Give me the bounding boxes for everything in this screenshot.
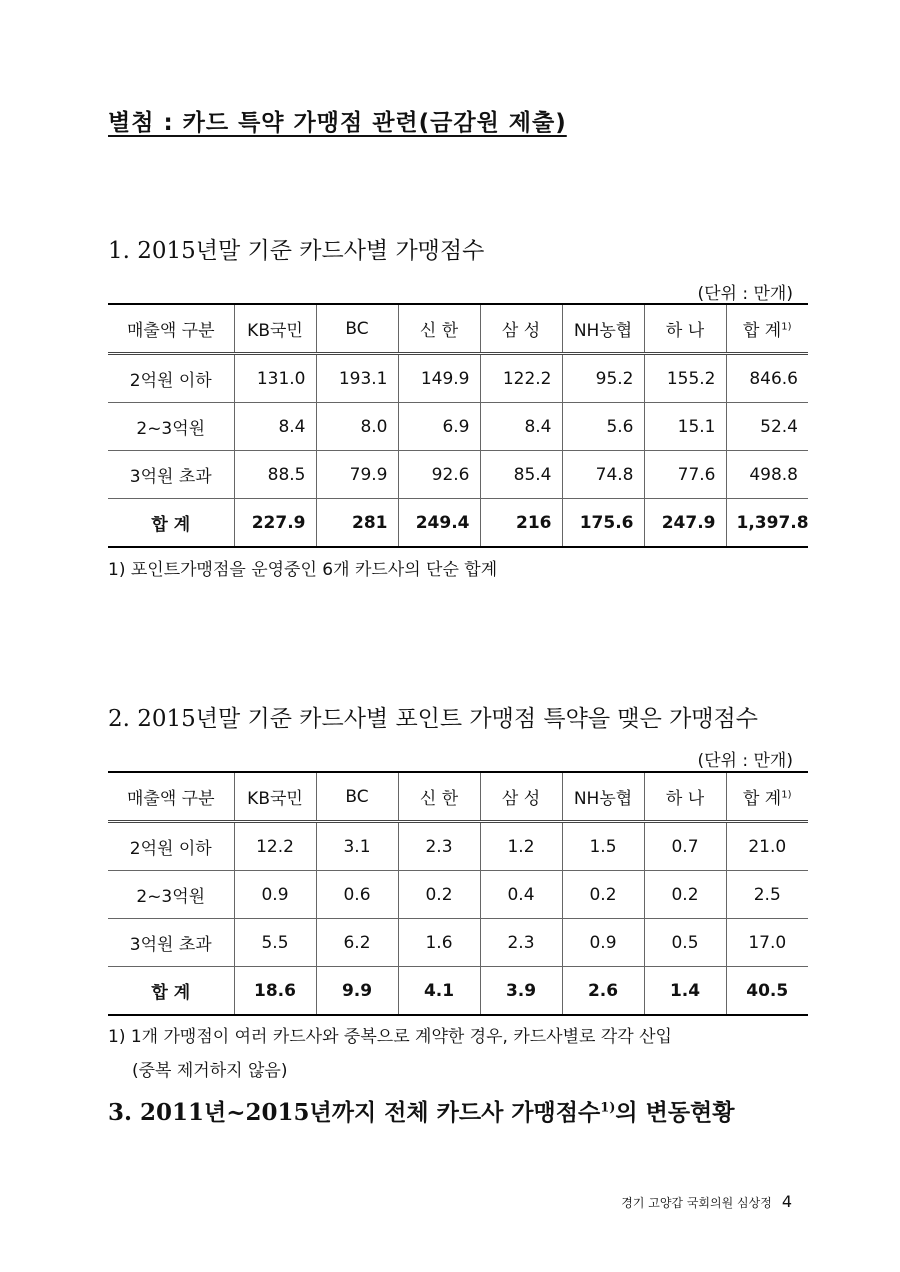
table-cell: 12.2 bbox=[234, 822, 316, 871]
column-header: BC bbox=[316, 304, 398, 354]
table-header-row bbox=[108, 304, 808, 354]
page-footer bbox=[621, 1192, 792, 1211]
section2-footnote-line2: (중복 제거하지 않음) bbox=[132, 1061, 288, 1081]
row-label: 2억원 이하 bbox=[108, 354, 234, 403]
section3-title bbox=[108, 1094, 735, 1127]
table-cell: 0.6 bbox=[316, 871, 398, 919]
total-cell: 4.1 bbox=[398, 967, 480, 1016]
total-row bbox=[108, 967, 808, 1016]
total-cell: 216 bbox=[480, 499, 562, 548]
table-cell: 2.3 bbox=[480, 919, 562, 967]
column-header-label: 합 계 bbox=[742, 321, 782, 341]
column-header: 삼 성 bbox=[480, 304, 562, 354]
table-cell: 5.5 bbox=[234, 919, 316, 967]
table-cell: 0.5 bbox=[644, 919, 726, 967]
table-cell: 193.1 bbox=[316, 354, 398, 403]
table-cell: 1.2 bbox=[480, 822, 562, 871]
section1-unit: (단위 : 만개) bbox=[697, 284, 793, 304]
total-cell: 2.6 bbox=[562, 967, 644, 1016]
column-header: 하 나 bbox=[644, 304, 726, 354]
table-row bbox=[108, 451, 808, 499]
total-cell: 247.9 bbox=[644, 499, 726, 548]
column-header: 신 한 bbox=[398, 772, 480, 822]
row-label: 2~3억원 bbox=[108, 403, 234, 451]
table-cell: 17.0 bbox=[726, 919, 808, 967]
total-cell: 249.4 bbox=[398, 499, 480, 548]
table-cell: 846.6 bbox=[726, 354, 808, 403]
table-cell: 0.4 bbox=[480, 871, 562, 919]
table-row bbox=[108, 919, 808, 967]
table-cell: 1.5 bbox=[562, 822, 644, 871]
footer-author: 경기 고양갑 국회의원 심상정 bbox=[621, 1196, 772, 1210]
total-cell: 40.5 bbox=[726, 967, 808, 1016]
column-header: 삼 성 bbox=[480, 772, 562, 822]
section2-table bbox=[108, 771, 808, 1016]
table-cell: 95.2 bbox=[562, 354, 644, 403]
total-label: 합 계 bbox=[108, 499, 234, 548]
row-label: 3억원 초과 bbox=[108, 451, 234, 499]
footnote-marker: 1) bbox=[600, 1100, 616, 1116]
table-header-row bbox=[108, 772, 808, 822]
table-cell: 52.4 bbox=[726, 403, 808, 451]
footnote-marker: 1) bbox=[781, 789, 792, 801]
row-label: 3억원 초과 bbox=[108, 919, 234, 967]
column-header-total bbox=[726, 772, 808, 822]
table-row bbox=[108, 871, 808, 919]
table-row bbox=[108, 822, 808, 871]
section1-title: 1. 2015년말 기준 카드사별 가맹점수 bbox=[108, 238, 485, 264]
section1-footnote: 1) 포인트가맹점을 운영중인 6개 카드사의 단순 합계 bbox=[108, 560, 498, 580]
table-cell: 8.0 bbox=[316, 403, 398, 451]
table-cell: 2.3 bbox=[398, 822, 480, 871]
table-cell: 21.0 bbox=[726, 822, 808, 871]
table-cell: 0.9 bbox=[562, 919, 644, 967]
total-cell: 18.6 bbox=[234, 967, 316, 1016]
table-cell: 85.4 bbox=[480, 451, 562, 499]
table-cell: 0.2 bbox=[398, 871, 480, 919]
section2-title: 2. 2015년말 기준 카드사별 포인트 가맹점 특약을 맺은 가맹점수 bbox=[108, 706, 758, 732]
column-header-total bbox=[726, 304, 808, 354]
section3-title-main: 3. 2011년~2015년까지 전체 카드사 가맹점수 bbox=[108, 1099, 601, 1126]
table-cell: 6.9 bbox=[398, 403, 480, 451]
section1-table bbox=[108, 303, 808, 548]
total-cell: 3.9 bbox=[480, 967, 562, 1016]
section2-unit: (단위 : 만개) bbox=[697, 751, 793, 771]
table-cell: 92.6 bbox=[398, 451, 480, 499]
column-header: 신 한 bbox=[398, 304, 480, 354]
table-cell: 3.1 bbox=[316, 822, 398, 871]
column-header: 하 나 bbox=[644, 772, 726, 822]
total-cell: 1.4 bbox=[644, 967, 726, 1016]
column-header-label: 합 계 bbox=[742, 789, 782, 809]
total-row bbox=[108, 499, 808, 548]
total-cell: 281 bbox=[316, 499, 398, 548]
column-header: KB국민 bbox=[234, 304, 316, 354]
total-cell: 227.9 bbox=[234, 499, 316, 548]
table-cell: 0.2 bbox=[562, 871, 644, 919]
column-header: NH농협 bbox=[562, 772, 644, 822]
table-cell: 155.2 bbox=[644, 354, 726, 403]
table-cell: 77.6 bbox=[644, 451, 726, 499]
column-header: 매출액 구분 bbox=[108, 304, 234, 354]
total-label: 합 계 bbox=[108, 967, 234, 1016]
page-number: 4 bbox=[781, 1192, 792, 1211]
footnote-marker: 1) bbox=[781, 321, 792, 333]
total-cell: 1,397.8 bbox=[726, 499, 808, 548]
table-cell: 149.9 bbox=[398, 354, 480, 403]
table-cell: 8.4 bbox=[480, 403, 562, 451]
column-header: 매출액 구분 bbox=[108, 772, 234, 822]
section2-footnote-line1: 1) 1개 가맹점이 여러 카드사와 중복으로 계약한 경우, 카드사별로 각각 산입 bbox=[108, 1027, 672, 1047]
total-cell: 9.9 bbox=[316, 967, 398, 1016]
attachment-title: 별첨 : 카드 특약 가맹점 관련(금감원 제출) bbox=[108, 110, 567, 136]
column-header: NH농협 bbox=[562, 304, 644, 354]
table-cell: 6.2 bbox=[316, 919, 398, 967]
table-cell: 2.5 bbox=[726, 871, 808, 919]
table-cell: 79.9 bbox=[316, 451, 398, 499]
table-cell: 88.5 bbox=[234, 451, 316, 499]
table-cell: 8.4 bbox=[234, 403, 316, 451]
row-label: 2억원 이하 bbox=[108, 822, 234, 871]
table-cell: 498.8 bbox=[726, 451, 808, 499]
table-cell: 15.1 bbox=[644, 403, 726, 451]
row-label: 2~3억원 bbox=[108, 871, 234, 919]
section3-title-end: 의 변동현황 bbox=[615, 1099, 735, 1126]
table-cell: 0.7 bbox=[644, 822, 726, 871]
table-cell: 122.2 bbox=[480, 354, 562, 403]
column-header: BC bbox=[316, 772, 398, 822]
column-header: KB국민 bbox=[234, 772, 316, 822]
table-cell: 1.6 bbox=[398, 919, 480, 967]
table-cell: 0.2 bbox=[644, 871, 726, 919]
table-cell: 0.9 bbox=[234, 871, 316, 919]
total-cell: 175.6 bbox=[562, 499, 644, 548]
table-cell: 74.8 bbox=[562, 451, 644, 499]
table-cell: 131.0 bbox=[234, 354, 316, 403]
table-cell: 5.6 bbox=[562, 403, 644, 451]
table-row bbox=[108, 403, 808, 451]
table-row bbox=[108, 354, 808, 403]
